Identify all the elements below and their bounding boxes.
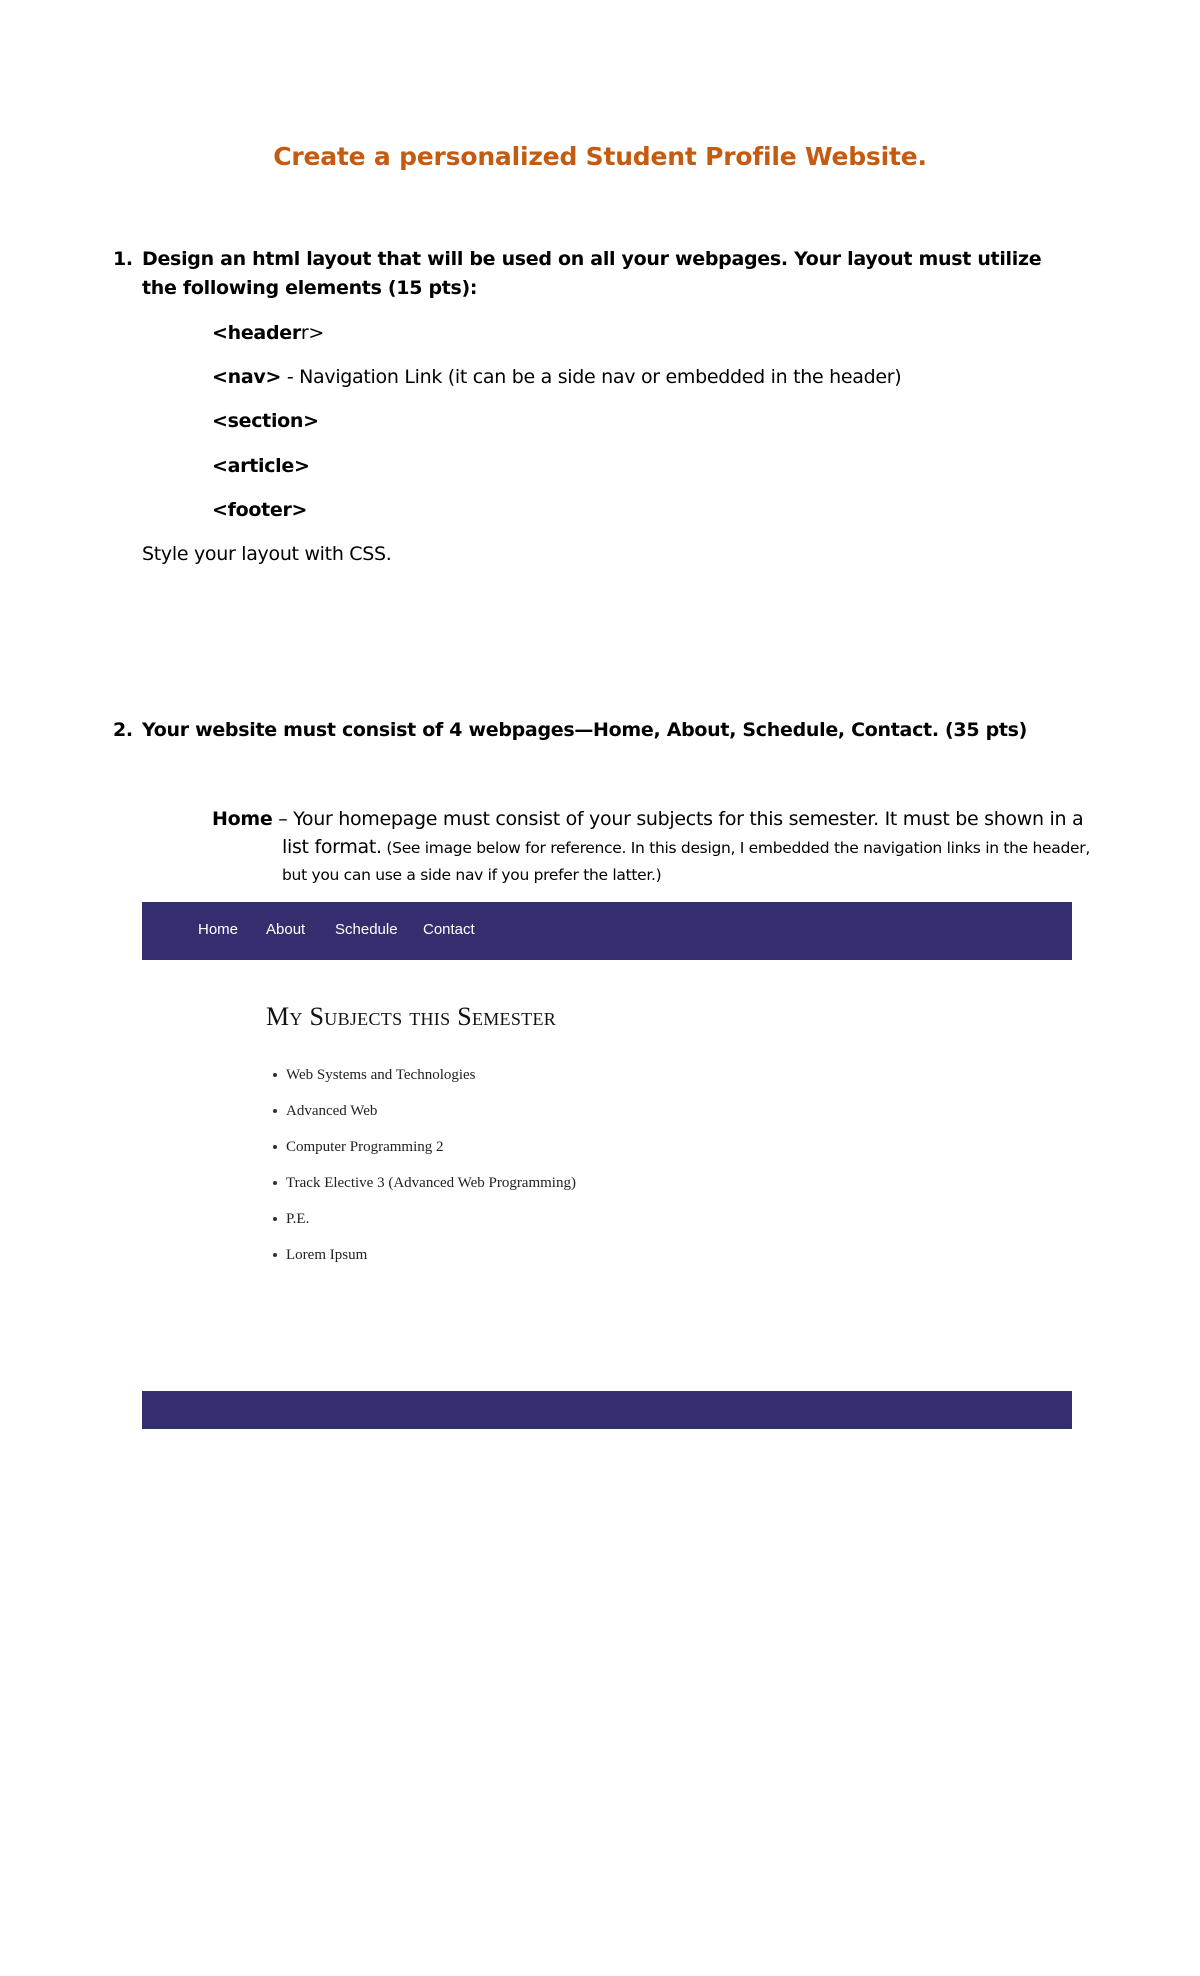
list-item: Lorem Ipsum: [272, 1246, 576, 1282]
list-item: Computer Programming 2: [272, 1138, 576, 1174]
element-header: [212, 322, 324, 344]
nav-link-schedule[interactable]: Schedule: [335, 921, 398, 938]
element-section: [212, 410, 319, 432]
item-1-number: 1.: [113, 248, 133, 270]
element-tag: <article>: [212, 455, 310, 477]
element-tag-tail: r>: [300, 322, 325, 344]
home-line-2: [282, 836, 1090, 858]
item-2-number: 2.: [113, 719, 133, 741]
home-line-3: but you can use a side nav if you prefer the latter.): [282, 866, 662, 884]
document-title: Create a personalized Student Profile Website.: [273, 142, 927, 171]
example-website-screenshot: [142, 902, 1072, 1429]
reference-note: (See image below for reference. In this design, I embedded the navigation links in the header,: [381, 839, 1090, 857]
item-1-text: Design an html layout that will be used on all your webpages. Your layout must utilize the following elements (15 pts):: [142, 248, 1042, 299]
item-2-text: Your website must consist of 4 webpages—Home, About, Schedule, Contact. (35 pts): [142, 719, 1028, 741]
style-note: Style your layout with CSS.: [142, 543, 392, 565]
element-tag: <nav>: [212, 366, 282, 388]
nav-link-contact[interactable]: Contact: [423, 921, 475, 938]
element-footer: [212, 499, 307, 521]
nav-link-home[interactable]: Home: [198, 921, 239, 938]
element-tag: <section>: [212, 410, 319, 432]
element-article: [212, 455, 310, 477]
list-item: Advanced Web: [272, 1102, 576, 1138]
home-label: Home: [212, 808, 273, 830]
example-footer: [142, 1391, 1072, 1429]
list-item: P.E.: [272, 1210, 576, 1246]
example-header: [142, 902, 1072, 960]
subjects-heading: My Subjects this Semester: [266, 1002, 557, 1031]
home-line-1: – Your homepage must consist of your subjects for this semester. It must be shown in a: [272, 808, 1084, 830]
subjects-list: [272, 1066, 576, 1282]
element-nav: [212, 366, 901, 388]
nav-link-about[interactable]: About: [266, 921, 306, 938]
list-format-text: list format.: [282, 836, 382, 858]
element-description: - Navigation Link (it can be a side nav or embedded in the header): [281, 366, 902, 388]
element-tag: <footer>: [212, 499, 308, 521]
home-requirement: [212, 808, 1083, 830]
list-item: Track Elective 3 (Advanced Web Programming): [272, 1174, 576, 1210]
element-tag: <header: [212, 322, 301, 344]
list-item: Web Systems and Technologies: [272, 1066, 576, 1102]
